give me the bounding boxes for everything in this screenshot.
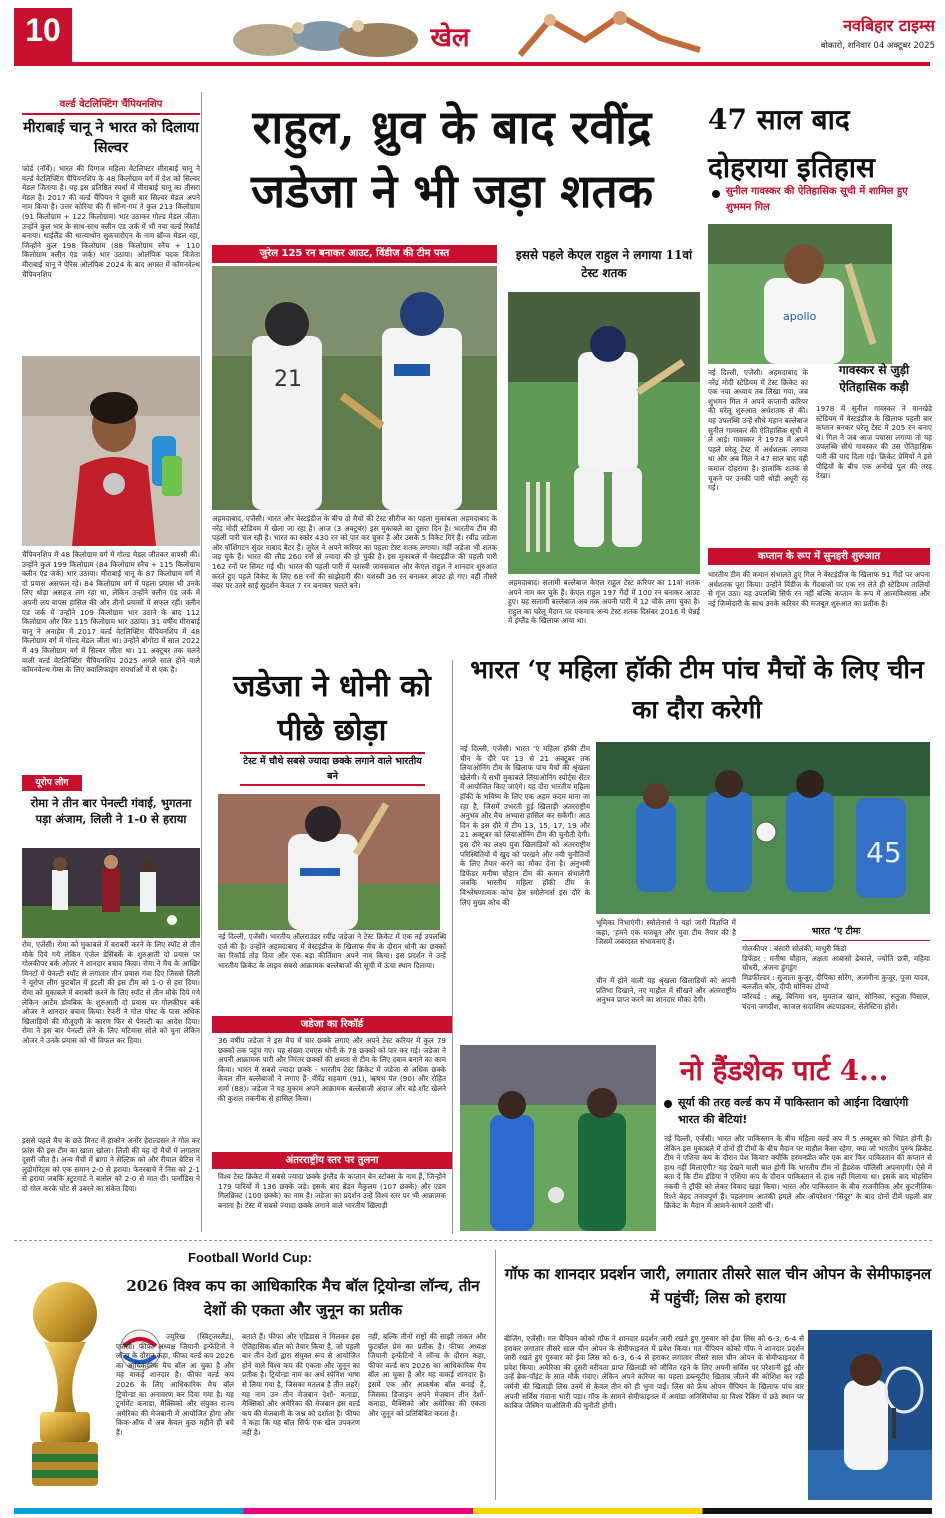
left-body-3: रोम, एजेंसी। रोमा को मुकाबले में बराबरी करने के लिए स्पॉट से तीन मौके दिये गये लेकिन एंजेल डेसिंबर्के के शुरुआती दो प्रयास पर गोलकीपर बर्क ओजर ने शानदार बचाव किया। रोमा ने मैच के आखिर मिनटों में पेनल्टी स्पॉट से लगातार तीन प्रयास गंवा दिए जिससे लिली ने यूरोपा लीग फुटबॉल में इटली की इस टीम को 1-0 से हरा दिया। रोमा को मुकाबले में बराबरी करने के लिए स्पॉट से तीन मौके दिये गये लेकिन आर्टेम डोवबिक के शुरुआती दो प्रयास पर गोलकीपर बर्क ओजर ने शानदार बचाव किया। रेफरी ने गोल पोस्ट के पास अधिक खिलाड़ियों की मौजूदगी के कारण फिर से पेनल्टी का आदेश दिया। रोमा ने इस बार पेनल्टी लेने के लिए मटियास सोले को चुना लेकिन ओजर ने उनके प्रयास को भी विफल कर दिया। <box>22 940 200 1045</box>
section-title: खेल <box>430 23 470 53</box>
gauff-headline: गॉफ का शानदार प्रदर्शन जारी, लगातार तीसरे साल चीन ओपन के सेमीफाइनल में पहुंचीं; लिस को हराया <box>504 1265 932 1307</box>
gill-headline: 47 साल बाद दोहराया इतिहास <box>708 103 875 184</box>
jadeja-body-2: 36 वर्षीय जडेजा ने इस मैच में चार छक्के लगाए और अपने टेस्ट करियर में कुल 79 छक्कों तक पहुंच गए। यह संख्या एमएस धोनी के 78 छक्कों को पार कर गई। जडेजा ने अपनी आक्रामक पारी और निरंतर छक्कों की क्षमता से टीम के लिए दबाव बनाने का काम किया। भारत में सबसे ज्यादा छक्के - भारतीय टेस्ट क्रिकेट में जडेजा से अधिक छक्के केवल तीन बल्लेबाजों ने लगाए हैं- वीरेंद्र सहवाग (91), ऋषभ पंत (90) और रोहित शर्मा (88)। जडेजा ने यह मुकाम अपने आक्रामक बल्लेबाजी अंदाज और बड़े शॉट खेलने की कुशल तकनीक से हासिल किया। <box>218 1036 446 1103</box>
jadeja-band-2: जडेजा का रिकॉर्ड <box>212 1016 452 1033</box>
gill-body-2: 1978 में सुनील गावस्कर ने वानखेड़े स्टेडियम में वेस्टइंडीज के खिलाफ पहली बार कप्तान बनकर घरेलू टेस्ट में 205 रन बनाए थे। गिल ने जब आज पचासा लगाया तो यह उपलब्धि सीधे गावस्कर की उस ऐतिहासिक पारी की याद दिला गई। क्रिकेट प्रेमियों ने इसे पीढ़ियों के बीच एक अनोखे पुल की तरह देखा। <box>816 404 932 481</box>
left-kicker-2: यूरोप लीग <box>22 775 82 791</box>
left-headline-2: रोमा ने तीन बार पेनल्टी गंवाई, भुगतना पड़ा अंजाम, लिली ने 1-0 से हराया <box>30 796 192 826</box>
jadeja-headline: जडेजा ने धोनी को पीछे छोड़ा <box>233 669 431 748</box>
page-number: 10 <box>25 12 61 48</box>
column-rule <box>201 92 202 1232</box>
rahul-body: अहमदाबाद। सलामी बल्लेबाज केएल राहुल टेस्ट करियर का 11वां शतक अपने नाम कर चुके हैं। केएल राहुल 197 गेंदों में 100 रन बनाकर आउट हुए। यह सलामी बल्लेबाज अब तक अपनी पारी में 12 चौके लगा चुका है। राहुल का घरेलू मैदान पर एकमात्र अन्य टेस्ट शतक दिसंबर 2016 में चेन्नई में इंग्लैंड के खिलाफ आया था। <box>508 578 700 626</box>
main-headline: राहुल, ध्रुव के बाद रवींद्र जडेजा ने भी जड़ा शतक <box>250 100 654 218</box>
left-body-4: इससे पहले मैच के छठे मिनट में हाकोन अर्नोर हेराल्डसन ने गोल कर फ्रांस की इस टीम का खाता खोला। लिली की यह दो मैचों में लगातार दूसरी जीत है। अन्य मैचों में ब्रागा ने सेल्टिक को और रीयाल बेटिस ने लुडोगोरेट्स को एक समान 2-0 से हराया। फेनरबाचे ने निस को 2-1 से हराया जबकि स्टुटगार्ट ने बासेल को 2-0 से मात दी। फर्नांडिस ने दो गोल करके चोट से उबरने का संकेत दिया। <box>22 1136 200 1193</box>
fifa-col-1: ज्यूरिख (स्विट्जरलैंड), एजेंसी। फीफा अध्यक्ष जियानी इन्फेंटिनो ने लॉन्च के दौरान कहा, फीफा वर्ल्ड कप 2026 का आधिकारिक मैच बॉल आ चुका है और यह वाकई शानदार है। फीफा वर्ल्ड कप 2026 के लिए आधिकारिक मैच बॉल ट्रियोन्डा का अनावरण कर दिया गया है। यह टूर्नामेंट कनाडा, मैक्सिको और संयुक्त राज्य अमेरिका की मेजबानी में आयोजित होगा और किक-ऑफ में अब केवल कुछ महीने ही बचे हैं। <box>116 1332 234 1437</box>
mirabai-photo <box>22 356 200 546</box>
gill-subhead-bullet <box>712 190 720 198</box>
roma-lille-photo <box>22 848 200 938</box>
hockey-body-3: चीन में होने वाली यह श्रृंखला खिलाड़ियों को अपनी प्रतिभा दिखाने, नए माहौल में सीखने और अंतरराष्ट्रीय अनुभव प्राप्त करने का शानदार मौका देगी। <box>596 976 736 1005</box>
rahul-headline: इससे पहले केएल राहुल ने लगाया 11वां टेस्ट शतक <box>515 248 693 280</box>
handshake-headline: नो हैंडशेक पार्ट 4... <box>680 1054 889 1087</box>
svg-text:45: 45 <box>866 836 902 869</box>
left-body-1: फोर्ड (नॉर्वे)। भारत की दिग्गज महिला वेटलिफ्टर मीराबाई चानू ने वर्ल्ड वेटलिफ्टिंग चैंपियनशिप के 48 किलोग्राम वर्ग में देश को सिल्वर मेडल जिताया है। यह इस प्रतिष्ठित स्पर्धा में मीराबाई चानू का तीसरा मेडल है। 2017 की वर्ल्ड चैंपियन ने दूसरी बार सिल्वर मेडल अपने नाम किया है। उत्तर कोरिया की री सॉन्ग-गम ने कुल 213 किलोग्राम (91 किलोग्राम + 122 किलोग्राम) भार उठाकर गोल्ड मेडल जीता। उन्होंने कुल भार के साथ-साथ क्लीन एंड जर्क में भी नया वर्ल्ड रिकॉर्ड बनाया। थाईलैंड की थान्याथोन सुकचारोएन के नाम ब्रॉन्ज मेडल रहा, जिन्होंने कुल 198 किलोग्राम (88 किलोग्राम स्नैच + 110 किलोग्राम क्लीन एंड जर्क) भार उठाया। ओलंपिक पदक विजेता मीराबाई चानू ने पेरिस ओलंपिक 2024 के बाद अगस्त में कॉमनवेल्थ चैंपियनशिप <box>22 164 200 279</box>
newspaper-name: नवबिहार टाइम्स <box>843 16 935 35</box>
fifa-kicker: Football World Cup: <box>188 1250 312 1265</box>
gauff-body: बीजिंग, एजेंसी। गत चैंपियन कोको गॉफ ने शानदार प्रदर्शन जारी रखते हुए गुरुवार को ईवा लिस को 6-3, 6-4 से हराकर लगातार तीसरे साल चीन ओपन के सेमीफाइनल में प्रवेश किया। गत चैंपियन कोको गॉफ ने शानदार प्रदर्शन जारी रखते हुए गुरुवार को ईवा लिस को 6-3, 6-4 से हराकर लगातार तीसरे साल चीन ओपन के सेमीफाइनल में प्रवेश किया। अमेरिका की दूसरी वरीयता प्राप्त खिलाड़ी को जीवित रहने के लिए अपनी सर्विस पर परेशानी हुई और उन्हें ब्रेक-पॉइंट के सात मौके गंवाए। लेकिन अपने करियर का पहला डब्ल्यूटीए खिताब जीतने की कोशिश कर रहीं जर्मनी की खिलाड़ी लिस उनमें से केवल तीन को ही भुना पाईं। लिस को फ्रेंच ओपन चैंपियन के खिलाफ पांच बार अपनी सर्विस गंवाना भारी पड़ा। गॉफ के सामने सेमीफाइनल में अमांडा अनिसिमोवा या विश्व रैंकिंग में छठे स्थान पर काबिज जैस्मिन पाओलिनी की चुनौती होगी। <box>504 1334 804 1411</box>
gauff-photo <box>808 1330 932 1500</box>
main-band: जुरेल 125 रन बनाकर आउट, विंडीज की टीम पस्त <box>212 245 497 263</box>
gill-body-1: नई दिल्ली, एजेंसी। अहमदाबाद के नरेंद्र मोदी स्टेडियम में टेस्ट क्रिकेट का एक नया अध्याय तब लिखा गया, जब शुभमन गिल ने अपने कप्तानी करियर की घरेलू शुरुआत अर्धशतक से की। यह उपलब्धि उन्हें सीधे महान बल्लेबाज सुनील गावस्कर की ऐतिहासिक सूची में ले आई। गावस्कर ने 1978 में अपने पहले घरेलू टेस्ट में अर्धशतक लगाया था और अब गिल ने 47 साल बाद वही कमाल दोहराया है। हालांकि शतक से चूकने पर उनकी पारी थोड़ी अधूरी रह गई। <box>708 368 808 493</box>
rule-vertical-mid <box>452 660 453 1234</box>
left-kicker: वर्ल्ड वेटलिफ्टिंग चैंपियनशिप <box>22 96 200 115</box>
hockey-headline: भारत ‘ए महिला हॉकी टीम पांच मैचों के लिए चीन का दौरा करेगी <box>470 655 924 724</box>
left-headline: मीराबाई चानू ने भारत को दिलाया सिल्वर <box>23 119 199 156</box>
fifa-col-2: बताते हैं। फीफा और एडिडास ने मिलकर इस ऐतिहासिक बॉल को तैयार किया है, जो पहली बार तीन देशों द्वारा संयुक्त रूप से आयोजित होने वाले विश्व कप की एकता और जुनून का प्रतीक है। ट्रियोन्डा नाम का अर्थ स्पेनिश भाषा से लिया गया है, जिसका मतलब है तीन लहरें। यह नाम उन तीन मेजबान देशों- कनाडा, मैक्सिको और अमेरिका की मेजबान इस वर्ल्ड कप की मेजबानी के जश्न को दर्शाता है। फीफा ने कहा कि यह बॉल सिर्फ एक खेल उपकरण नहीं है। <box>242 1332 360 1437</box>
handshake-subhead: सूर्या की तरह वर्ल्ड कप में पाकिस्तान को आईना दिखाएंगी भारत की बेटियां! <box>678 1096 909 1126</box>
jadeja-body-1: नई दिल्ली, एजेंसी। भारतीय ऑलराउंडर रवींद्र जडेजा ने टेस्ट क्रिकेट में एक नई उपलब्धि दर्ज की है। उन्होंने अहमदाबाद में वेस्टइंडीज के खिलाफ मैच के दौरान धोनी का छक्कों का रिकॉर्ड तोड़ दिया और एक बड़ा कीर्तिमान अपने नाम किया। इस प्रदर्शन ने उन्हें भारतीय क्रिकेट के लाइव सबसे आक्रामक बल्लेबाजों की सूची में ऊंचा स्थान दिलाया। <box>218 932 446 970</box>
jurel-jadeja-photo <box>212 266 497 510</box>
bottom-separator <box>14 1240 932 1241</box>
handshake-body: नई दिल्ली, एजेंसी। भारत और पाकिस्तान के बीच महिला वर्ल्ड कप में 5 अक्टूबर को भिड़ंत होनी है। लेकिन इस मुकाबले में दोनों ही टीमों के बीच मैदान पर माहौल कैसा रहेगा, क्या जो भारतीय पुरुष क्रिकेट टीम ने एशिया कप के दौरान पेश किया? क्योंकि हरमनप्रीत कौर एक बार फिर पाकिस्तान की कप्तान से हाथ नहीं मिलाएंगी? यह देखने वाली बात होगी कि भारतीय टीम नो हैंडशेक पॉलिसी अपनाएगी। ऐसे में बता दें कि टीम इंडिया ने एशिया कप के दौरान पाकिस्तान से हाथ नहीं मिलाया था। इसके बाद मोहसिन नकवी ने ट्रॉफी को लेकर विवाद खड़ा किया। भारत और पाकिस्तान के बीच राजनीतिक और कूटनीतिक रिश्ते बेहद तनावपूर्ण हैं। पहलगाम आतंकी हमले और ऑपरेशन ‘सिंदूर’ के बाद दोनों टीमें पहली बार क्रिकेट के मैदान में आमने-सामने उतरी थीं। <box>664 1134 932 1211</box>
gill-photo <box>708 224 892 364</box>
hockey-team-list: गोलकीपर : बंसारी सोलंकी, माधुरी किंडो डिफेंडर : मनीषा चौहान, अक्षता आबासो ढेकाले, ज्योति छत्री, महिमा चौधरी, अंजना डुंगडुंग मिडफील्डर : सुजाता कुजूर, दीपिका सोरेंग, अजमीना कुजूर, पूजा यादव, बलजीत कौर, दीपी मोनिका टोप्पो फॉरवर्ड : अन्नू, बिनिमा धन, मुमताज खान, सोनिका, रुतुजा पिसाल, चंदना जगदीश, काजल सदाशिव अटपाडकर, सेलेस्टिना होरो। <box>742 944 930 1011</box>
jadeja-band-3: अंतरराष्ट्रीय स्तर पर तुलना <box>212 1152 452 1169</box>
svg-text:apollo: apollo <box>783 310 817 323</box>
header-sports-collage-right <box>490 10 710 62</box>
gill-body-3: भारतीय टीम की कमान संभालते हुए गिल ने वेस्टइंडीज के खिलाफ 91 गेंदों पर अपना अर्धशतक पूरा किया। उन्होंने विंडीज के गेंदबाजों पर एक रन लेते ही स्टेडियम तालियों से गूंज उठा। यह उपलब्धि सिर्फ रन नहीं बल्कि कप्तान के रूप में आत्मविश्वास और नई जिम्मेदारी के साथ उनके करियर की मजबूत शुरुआत का प्रतीक है। <box>708 570 930 608</box>
world-cup-trophy-image <box>18 1262 112 1502</box>
gill-subhead: सुनील गावस्कर की ऐतिहासिक सूची में शामिल हुए शुभमन गिल <box>726 186 908 213</box>
handshake-bullet <box>664 1100 672 1108</box>
dateline: बोकारो, शनिवार 04 अक्टूबर 2025 <box>820 41 935 51</box>
fifa-headline: 2026 विश्व कप का आधिकारिक मैच बॉल ट्रियोन्डा लॉन्च, तीन देशों की एकता और जुनून का प्रतीक <box>126 1277 480 1319</box>
jadeja-band: टेस्ट में चौथे सबसे ज्यादा छक्के लगाने वाले भारतीय बने <box>240 752 425 786</box>
fifa-col-3: नहीं, बल्कि तीनों राष्ट्रों की साझी ताकत और फुटबॉल प्रेम का प्रतीक है। फीफा अध्यक्ष जियानी इन्फेंटिनो ने लॉन्च के दौरान कहा, फीफा वर्ल्ड कप 2026 का आधिकारिक मैच बॉल आ चुका है और यह वाकई शानदार है। इसमें एक और आकर्षक बॉल बनाई है, जिसका डिजाइन अपने मेजबान तीन देशों- कनाडा, मैक्सिको और अमेरिका की एकता और जुनून को प्रतिबिंबित करता है। <box>368 1332 486 1418</box>
handshake-photo <box>460 1045 656 1231</box>
jadeja-body-3: विश्व टेस्ट क्रिकेट में सबसे ज्यादा छक्के इंग्लैंड के कप्तान बेन स्टोक्स के नाम हैं, जिन्होंने 179 पारियों में 136 छक्के जड़े। इसके बाद ब्रेंडन मैकुलम (107 छक्के) और एडम गिलक्रिस्ट (100 छक्के) का नाम है। जडेजा का प्रदर्शन उन्हें विश्व स्तर पर भी आक्रामक बनाता है। टेस्ट में सबसे ज्यादा छक्के लगाने वाले भारतीय खिलाड़ी <box>218 1172 446 1210</box>
jadeja-photo <box>218 794 440 930</box>
gill-band: कप्तान के रूप में सुनहरी शुरुआत <box>708 548 930 565</box>
header-red-bar <box>72 62 930 66</box>
hockey-body-2: भूमिका निभाएंगी। स्मोलेनार्स ने यहां जारी विज्ञप्ति में कहा, ‘हमने एक मजबूत और युवा टीम तैयार की है जिसमें जबरदस्त संभावनाएं हैं। <box>596 918 736 947</box>
hockey-body-1: नई दिल्ली, एजेंसी। भारत ‘ए महिला हॉकी टीम चीन के दौरे पर 13 से 21 अक्टूबर तक लियाओनिंग टीम के खिलाफ पांच मैचों की श्रृंखला खेलेगी। ये सभी मुकाबले लियाओनिंग स्पोर्ट्स सेंटर में आयोजित किए जाएंगे। यह दौरा भारतीय महिला हॉकी के भविष्य के लिए एक अहम कदम माना जा रहा है, जिसमें उभरती हुई खिलाड़ी अंतरराष्ट्रीय अनुभव और मैच अभ्यास हासिल कर सकेंगी। आठ दिन के इस दौरे में टीम 13, 15, 17, 19 और 21 अक्टूबर को लियाओनिंग टीम की चुनौती देगी। इस दौरे का लक्ष्य युवा खिलाड़ियों को अंतरराष्ट्रीय परिस्थितियों में खुद को परखने और नयी चुनौतियों के लिए तैयार करने का मौका देना है। अनुभवी डिफेंडर मनीषा चौहान टीम की कमान संभालेंगी जबकि भारतीय महिला हॉकी टीम के विश्लेषणात्मक कोच हेल स्मोलेनार्स इस दौरे के लिए मुख्य कोच की <box>460 744 590 907</box>
print-color-bar <box>14 1508 932 1514</box>
main-body: अहमदाबाद, एजेंसी। भारत और वेस्टइंडीज के बीच दो मैचों की टेस्ट सीरीज का पहला मुकाबला अहमदाबाद के नरेंद्र मोदी स्टेडियम में खेला जा रहा है। आज (3 अक्टूबर) इस मुकाबले का दूसरा दिन है। भारतीय टीम की पहली पारी चल रही है। भारत का स्कोर 430 रन को पार कर चुका है और उसके 5 विकेट गिरे हैं। रवींद्र जडेजा और वॉशिंगटन सुंदर नाबाद बैटर हैं। जुरेल ने अपने करियर का पहला टेस्ट शतक लगाया। वहीं जडेजा भी शतक जड़ चुके हैं। भारत की लीड 260 रनों से ज्यादा की हो चुकी है। इस मुकाबले में वेस्टइंडीज की पहली पारी 162 रनों पर सिमट गई थी। भारत की पहली पारी में यशस्वी जायसवाल और केएल राहुल ने शानदार शुरुआत करते हुए पहले विकेट के लिए 68 रनों की साझेदारी की। यशस्वी 36 रन बनाकर आउट हो गए। वहीं तीसरे नंबर पर उतरे साई सुदर्शन केवल 7 रन बनाकर चलते बने। <box>212 514 497 591</box>
svg-text:21: 21 <box>274 367 302 392</box>
rahul-photo <box>508 292 700 574</box>
hockey-photo <box>596 742 930 914</box>
gill-caption: गावस्कर से जुड़ी ऐतिहासिक कड़ी <box>838 363 910 394</box>
left-body-2: चैंपियनशिप में 48 किलोग्राम वर्ग में गोल्ड मेडल जीतकर वापसी की। उन्होंने कुल 199 किलोग्राम (84 किलोग्राम स्नैच + 115 किलोग्राम क्लीन एंड जर्क) भार उठाया। मीराबाई चानू के 87 किलोग्राम वर्ग में दो प्रयास असफल रहे। 84 किलोग्राम वर्ग में पहला प्रयास भी उनके लिए थोड़ा असहज लग रहा था, लेकिन उन्होंने क्लीन एंड जर्क में अपनी लय वापस हासिल की और तीनों प्रयासों में सफल रहीं। क्लीन एंड जर्क में उन्होंने 109 किलोग्राम भार उठाने के बाद 112 किलोग्राम और फिर 115 किलोग्राम भार उठाया। 31 वर्षीय मीराबाई चानू ने अनाहेम में 2017 वर्ल्ड वेटलिफ्टिंग चैंपियनशिप में 48 किलोग्राम वर्ग में गोल्ड मेडल जीता था। उन्होंने बोगोटा में साल 2022 में 49 किलोग्राम वर्ग में सिल्वर जीता था। 11 अक्टूबर तक चलने वाली वर्ल्ड वेटलिफ्टिंग चैंपियनशिप 2025 अगले साल होने वाले कॉमनवेल्थ गेम्स के लिए क्वालिफाइंग सपर्धाओं में से एक है। <box>22 550 200 675</box>
hockey-team-band: भारत ‘ए टीमः <box>742 924 930 941</box>
bottom-column-rule <box>495 1250 496 1500</box>
header-sports-collage <box>228 14 428 60</box>
